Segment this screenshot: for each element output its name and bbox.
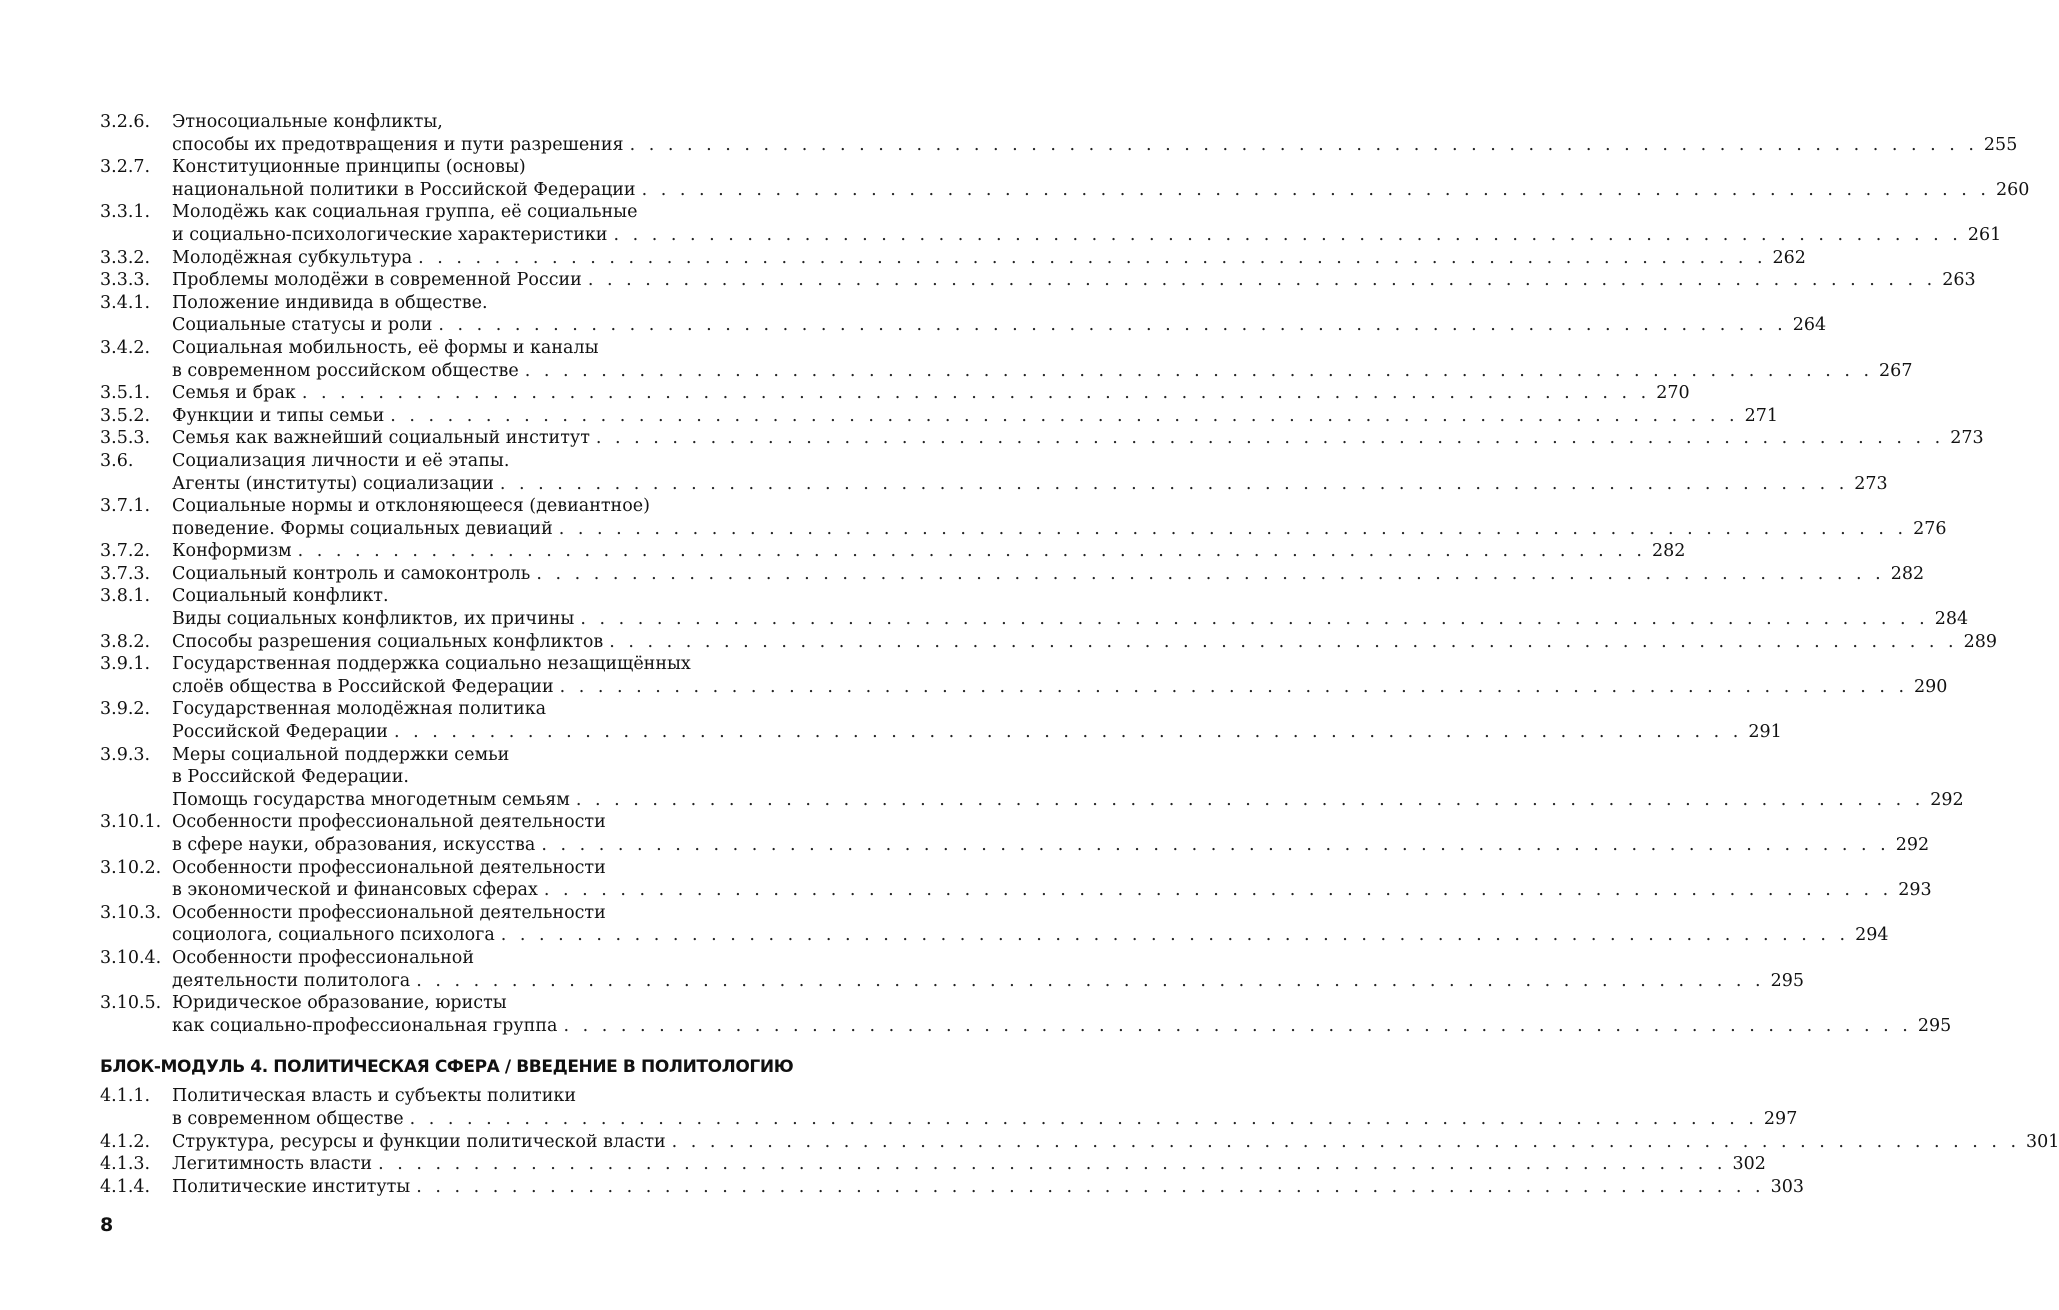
entry-body <box>172 902 1889 947</box>
entry-page-number: 291 <box>1748 722 1782 743</box>
entry-title-line: в современном российском обществе <box>172 360 519 381</box>
entry-number: 3.4.1. <box>100 292 151 313</box>
toc-entry <box>100 201 2002 246</box>
toc-entry <box>100 111 2018 156</box>
entry-number: 3.5.2. <box>100 405 151 426</box>
entry-title-line: Российской Федерации <box>172 722 388 743</box>
toc-entry <box>100 495 1947 540</box>
entry-number: 3.2.7. <box>100 157 151 178</box>
entry-title-line: в сфере науки, образования, искусства <box>172 835 536 855</box>
entry-number: 3.3.1. <box>100 202 151 223</box>
entry-title-line: Государственная молодёжная политика <box>172 699 547 720</box>
entry-number: 4.1.2. <box>100 1131 151 1152</box>
entry-title-line: Социальная мобильность, её формы и каналы <box>172 337 599 358</box>
entry-number: 3.10.5. <box>100 993 162 1014</box>
dot-leader: . . . . . . . . . . . . . . . . . . . . . . . . . . . . . . . . . . . . . . . . . . . . . . . . . . . . . . . . . . . . . . . . . . . . . . . <box>301 383 1651 404</box>
entry-body <box>172 201 2002 246</box>
toc-entry <box>100 156 2030 201</box>
entry-title-line: Социальные статусы и роли <box>172 315 433 336</box>
entry-last-line <box>172 789 1964 812</box>
toc-section-4-entries <box>100 1085 2059 1198</box>
entry-page-number: 271 <box>1744 405 1779 426</box>
entry-last-line <box>172 1153 1766 1176</box>
entry-title-line: Молодёжная субкультура <box>172 247 413 268</box>
entry-last-line <box>172 382 1690 405</box>
entry-last-line <box>172 924 1889 947</box>
entry-title-line: Социальные нормы и отклоняющееся (девиантное) <box>172 496 650 517</box>
dot-leader: . . . . . . . . . . . . . . . . . . . . . . . . . . . . . . . . . . . . . . . . . . . . . . . . . . . . . . . . . . . . . . . . . . . . . . . <box>563 1015 1912 1036</box>
entry-number: 3.4.2. <box>100 337 151 358</box>
entry-body <box>172 1176 1804 1199</box>
entry-title-line: Особенности профессиональной деятельности <box>172 902 606 923</box>
entry-title-line: в экономической и финансовых сферах <box>172 880 538 901</box>
entry-body <box>172 427 1984 450</box>
dot-leader: . . . . . . . . . . . . . . . . . . . . . . . . . . . . . . . . . . . . . . . . . . . . . . . . . . . . . . . . . . . . . . . . . . . . . . . <box>587 270 1937 291</box>
toc-entry <box>100 247 1806 270</box>
dot-leader: . . . . . . . . . . . . . . . . . . . . . . . . . . . . . . . . . . . . . . . . . . . . . . . . . . . . . . . . . . . . . . . . . . . . . . . <box>613 224 1962 245</box>
entry-body <box>172 1131 2059 1154</box>
toc-entry <box>100 811 1930 856</box>
toc-section-3-entries <box>100 111 2030 1037</box>
entry-page-number: 260 <box>1995 179 2030 200</box>
dot-leader: . . . . . . . . . . . . . . . . . . . . . . . . . . . . . . . . . . . . . . . . . . . . . . . . . . . . . . . . . . . . . . . . . . . . . . . <box>500 925 1850 946</box>
entry-title-line: Особенности профессиональной деятельности <box>172 812 606 833</box>
entry-title-line: национальной политики в Российской Федерации <box>172 179 636 200</box>
entry-body <box>172 292 1827 337</box>
entry-body <box>172 111 2018 156</box>
entry-title-line: Социальный контроль и самоконтроль <box>172 563 531 584</box>
entry-last-line <box>172 879 1932 902</box>
dot-leader: . . . . . . . . . . . . . . . . . . . . . . . . . . . . . . . . . . . . . . . . . . . . . . . . . . . . . . . . . . . . . . . . . . . . . . . <box>543 880 1893 901</box>
entry-title-line: Конституционные принципы (основы) <box>172 157 526 178</box>
dot-leader: . . . . . . . . . . . . . . . . . . . . . . . . . . . . . . . . . . . . . . . . . . . . . . . . . . . . . . . . . . . . . . . . . . . . . . . <box>541 835 1890 855</box>
entry-title-line: Молодёжь как социальная группа, её социальные <box>172 202 638 223</box>
entry-title-line: Агенты (институты) социализации <box>172 473 494 494</box>
entry-page-number: 289 <box>1963 631 1997 652</box>
toc-entry <box>100 1131 2059 1154</box>
entry-last-line <box>172 1131 2059 1154</box>
toc-entry <box>100 1153 1766 1176</box>
entry-number: 3.7.3. <box>100 563 151 584</box>
table-of-contents <box>100 111 2059 1198</box>
toc-entry <box>100 540 1686 563</box>
entry-page-number: 282 <box>1651 541 1686 562</box>
dot-leader: . . . . . . . . . . . . . . . . . . . . . . . . . . . . . . . . . . . . . . . . . . . . . . . . . . . . . . . . . . . . . . . . . . . . . . . <box>641 179 1990 200</box>
entry-body <box>172 653 1948 698</box>
entry-last-line <box>172 608 1969 631</box>
entry-title-line: способы их предотвращения и пути разрешения <box>172 134 624 155</box>
entry-last-line <box>172 676 1948 699</box>
entry-number: 4.1.3. <box>100 1154 151 1175</box>
entry-page-number: 267 <box>1879 360 1913 381</box>
entry-title-line: Легитимность власти <box>172 1154 373 1175</box>
entry-page-number: 261 <box>1967 224 2002 245</box>
toc-entry <box>100 1176 1804 1199</box>
toc-entry <box>100 992 1952 1037</box>
entry-number: 3.6. <box>100 450 134 471</box>
entry-number: 3.9.2. <box>100 699 151 720</box>
entry-number: 3.2.6. <box>100 112 151 132</box>
entry-title-line: Проблемы молодёжи в современной России <box>172 270 582 291</box>
dot-leader: . . . . . . . . . . . . . . . . . . . . . . . . . . . . . . . . . . . . . . . . . . . . . . . . . . . . . . . . . . . . . . . . . . . . . . . <box>671 1131 2021 1152</box>
entry-body <box>172 156 2030 201</box>
entry-last-line <box>172 1015 1952 1038</box>
entry-page-number: 292 <box>1930 789 1964 810</box>
entry-last-line <box>172 134 2018 157</box>
dot-leader: . . . . . . . . . . . . . . . . . . . . . . . . . . . . . . . . . . . . . . . . . . . . . . . . . . . . . . . . . . . . . . . . . . . . . . . <box>409 1108 1758 1129</box>
entry-body <box>172 405 1779 428</box>
entry-body <box>172 811 1930 856</box>
entry-last-line <box>172 721 1782 744</box>
entry-title-line: Юридическое образование, юристы <box>172 993 507 1014</box>
entry-number: 3.3.3. <box>100 270 151 291</box>
toc-entry <box>100 698 1782 743</box>
entry-last-line <box>172 834 1930 857</box>
entry-page-number: 302 <box>1732 1154 1766 1175</box>
toc-entry <box>100 902 1889 947</box>
dot-leader: . . . . . . . . . . . . . . . . . . . . . . . . . . . . . . . . . . . . . . . . . . . . . . . . . . . . . . . . . . . . . . . . . . . . . . . <box>559 676 1909 697</box>
entry-page-number: 295 <box>1770 970 1804 991</box>
page-number: 8 <box>100 1214 114 1236</box>
entry-title-line: Семья как важнейший социальный институт <box>172 428 590 449</box>
entry-title-line: слоёв общества в Российской Федерации <box>172 676 554 697</box>
entry-title-line: и социально-психологические характеристики <box>172 224 608 245</box>
entry-number: 3.8.1. <box>100 586 151 607</box>
entry-title-line: Помощь государства многодетным семьям <box>172 789 570 810</box>
entry-number: 3.10.1. <box>100 812 162 833</box>
entry-title-line: Политическая власть и субъекты политики <box>172 1086 576 1107</box>
entry-title-line: как социально-профессиональная группа <box>172 1015 558 1036</box>
entry-page-number: 295 <box>1917 1015 1952 1036</box>
entry-body <box>172 947 1804 992</box>
entry-number: 3.7.1. <box>100 496 151 517</box>
entry-title-line: Особенности профессиональной деятельности <box>172 857 606 878</box>
entry-page-number: 293 <box>1898 880 1932 901</box>
toc-entry <box>100 653 1948 698</box>
toc-entry <box>100 427 1984 450</box>
entry-title-line: Структура, ресурсы и функции политической власти <box>172 1131 666 1152</box>
toc-entry <box>100 585 1969 630</box>
dot-leader: . . . . . . . . . . . . . . . . . . . . . . . . . . . . . . . . . . . . . . . . . . . . . . . . . . . . . . . . . . . . . . . . . . . . . . . <box>524 360 1874 381</box>
dot-leader: . . . . . . . . . . . . . . . . . . . . . . . . . . . . . . . . . . . . . . . . . . . . . . . . . . . . . . . . . . . . . . . . . . . . . . . <box>416 1176 1765 1197</box>
entry-body <box>172 337 1913 382</box>
entry-last-line <box>172 314 1827 337</box>
dot-leader: . . . . . . . . . . . . . . . . . . . . . . . . . . . . . . . . . . . . . . . . . . . . . . . . . . . . . . . . . . . . . . . . . . . . . . . <box>297 541 1646 562</box>
entry-title-line: деятельности политолога <box>172 970 411 991</box>
entry-page-number: 276 <box>1913 518 1947 539</box>
entry-last-line <box>172 427 1984 450</box>
dot-leader: . . . . . . . . . . . . . . . . . . . . . . . . . . . . . . . . . . . . . . . . . . . . . . . . . . . . . . . . . . . . . . . . . . . . . . . <box>378 1154 1727 1175</box>
entry-number: 3.10.2. <box>100 857 162 878</box>
entry-last-line <box>172 518 1947 541</box>
entry-title-line: Функции и типы семьи <box>172 405 385 426</box>
entry-title-line: Социализация личности и её этапы. <box>172 450 510 471</box>
entry-body <box>172 857 1932 902</box>
entry-title-line: Политические институты <box>172 1176 411 1197</box>
dot-leader: . . . . . . . . . . . . . . . . . . . . . . . . . . . . . . . . . . . . . . . . . . . . . . . . . . . . . . . . . . . . . . . . . . . . . . . <box>418 247 1767 268</box>
entry-body <box>172 247 1806 270</box>
toc-entry <box>100 382 1690 405</box>
dot-leader: . . . . . . . . . . . . . . . . . . . . . . . . . . . . . . . . . . . . . . . . . . . . . . . . . . . . . . . . . . . . . . . . . . . . . . . <box>629 134 1978 155</box>
entry-page-number: 264 <box>1792 315 1827 336</box>
dot-leader: . . . . . . . . . . . . . . . . . . . . . . . . . . . . . . . . . . . . . . . . . . . . . . . . . . . . . . . . . . . . . . . . . . . . . . . <box>595 428 1945 449</box>
entry-number: 3.10.4. <box>100 947 162 968</box>
entry-title-line: Виды социальных конфликтов, их причины <box>172 609 575 630</box>
entry-last-line <box>172 269 1976 292</box>
entry-last-line <box>172 1176 1804 1199</box>
toc-entry <box>100 744 1964 812</box>
entry-number: 3.7.2. <box>100 541 151 562</box>
entry-body <box>172 631 1997 654</box>
entry-last-line <box>172 179 2030 202</box>
entry-number: 3.9.1. <box>100 654 151 675</box>
entry-title-line: Государственная поддержка социально незащищённых <box>172 654 691 675</box>
dot-leader: . . . . . . . . . . . . . . . . . . . . . . . . . . . . . . . . . . . . . . . . . . . . . . . . . . . . . . . . . . . . . . . . . . . . . . . <box>390 405 1739 426</box>
entry-page-number: 292 <box>1895 835 1930 855</box>
toc-entry <box>100 337 1913 382</box>
entry-title-line: Положение индивида в обществе. <box>172 292 488 313</box>
dot-leader: . . . . . . . . . . . . . . . . . . . . . . . . . . . . . . . . . . . . . . . . . . . . . . . . . . . . . . . . . . . . . . . . . . . . . . . <box>438 315 1787 336</box>
toc-entry <box>100 269 1976 292</box>
toc-entry <box>100 450 1888 495</box>
entry-title-line: Способы разрешения социальных конфликтов <box>172 631 604 652</box>
entry-last-line <box>172 970 1804 993</box>
entry-page-number: 303 <box>1770 1176 1804 1197</box>
toc-entry <box>100 631 1997 654</box>
entry-last-line <box>172 224 2002 247</box>
entry-number: 3.10.3. <box>100 902 162 923</box>
entry-number: 4.1.1. <box>100 1086 151 1107</box>
toc-entry <box>100 857 1932 902</box>
toc-entry <box>100 292 1827 337</box>
toc-entry <box>100 405 1779 428</box>
entry-title-line: в современном обществе <box>172 1108 404 1129</box>
dot-leader: . . . . . . . . . . . . . . . . . . . . . . . . . . . . . . . . . . . . . . . . . . . . . . . . . . . . . . . . . . . . . . . . . . . . . . . <box>499 473 1849 494</box>
entry-last-line <box>172 1108 1798 1131</box>
dot-leader: . . . . . . . . . . . . . . . . . . . . . . . . . . . . . . . . . . . . . . . . . . . . . . . . . . . . . . . . . . . . . . . . . . . . . . . <box>609 631 1958 652</box>
entry-title-line: социолога, социального психолога <box>172 925 495 946</box>
entry-body <box>172 563 1925 586</box>
entry-page-number: 301 <box>2026 1131 2059 1152</box>
toc-entry <box>100 947 1804 992</box>
dot-leader: . . . . . . . . . . . . . . . . . . . . . . . . . . . . . . . . . . . . . . . . . . . . . . . . . . . . . . . . . . . . . . . . . . . . . . . <box>393 722 1743 743</box>
entry-page-number: 284 <box>1934 609 1969 630</box>
entry-number: 3.3.2. <box>100 247 151 268</box>
entry-title-line: Социальный конфликт. <box>172 586 389 607</box>
entry-body <box>172 269 1976 292</box>
entry-page-number: 273 <box>1854 473 1888 494</box>
dot-leader: . . . . . . . . . . . . . . . . . . . . . . . . . . . . . . . . . . . . . . . . . . . . . . . . . . . . . . . . . . . . . . . . . . . . . . . <box>575 789 1925 810</box>
entry-body <box>172 744 1964 812</box>
entry-body <box>172 495 1947 540</box>
dot-leader: . . . . . . . . . . . . . . . . . . . . . . . . . . . . . . . . . . . . . . . . . . . . . . . . . . . . . . . . . . . . . . . . . . . . . . . <box>580 609 1929 630</box>
dot-leader: . . . . . . . . . . . . . . . . . . . . . . . . . . . . . . . . . . . . . . . . . . . . . . . . . . . . . . . . . . . . . . . . . . . . . . . <box>536 563 1885 584</box>
entry-body <box>172 1085 1798 1130</box>
entry-title-line: в Российской Федерации. <box>172 767 409 788</box>
entry-last-line <box>172 563 1925 586</box>
entry-title-line: поведение. Формы социальных девиаций <box>172 518 553 539</box>
entry-number: 3.9.3. <box>100 744 151 765</box>
entry-page-number: 262 <box>1772 247 1806 268</box>
entry-page-number: 273 <box>1950 428 1984 449</box>
entry-body <box>172 382 1690 405</box>
entry-last-line <box>172 405 1779 428</box>
entry-page-number: 270 <box>1656 383 1690 404</box>
entry-last-line <box>172 631 1997 654</box>
entry-last-line <box>172 247 1806 270</box>
entry-number: 3.5.1. <box>100 383 151 404</box>
toc-entry <box>100 1085 1798 1130</box>
entry-number: 3.5.3. <box>100 428 151 449</box>
entry-title-line: Конформизм <box>172 541 292 562</box>
entry-title-line: Меры социальной поддержки семьи <box>172 744 510 765</box>
entry-body <box>172 585 1969 630</box>
section-heading: БЛОК-МОДУЛЬ 4. ПОЛИТИЧЕСКАЯ СФЕРА / ВВЕДЕНИЕ В ПОЛИТОЛОГИЮ <box>100 1057 794 1078</box>
entry-last-line <box>172 473 1888 496</box>
entry-page-number: 297 <box>1763 1108 1798 1129</box>
entry-body <box>172 450 1888 495</box>
entry-last-line <box>172 360 1913 383</box>
entry-page-number: 294 <box>1855 925 1889 946</box>
entry-title-line: Этносоциальные конфликты, <box>172 112 443 132</box>
entry-last-line <box>172 540 1686 563</box>
entry-page-number: 282 <box>1890 563 1925 584</box>
entry-body <box>172 1153 1766 1176</box>
entry-page-number: 263 <box>1942 270 1976 291</box>
dot-leader: . . . . . . . . . . . . . . . . . . . . . . . . . . . . . . . . . . . . . . . . . . . . . . . . . . . . . . . . . . . . . . . . . . . . . . . <box>416 970 1765 991</box>
entry-title-line: Семья и брак <box>172 383 296 404</box>
entry-number: 3.8.2. <box>100 631 151 652</box>
entry-number: 4.1.4. <box>100 1176 151 1197</box>
entry-body <box>172 992 1952 1037</box>
entry-body <box>172 698 1782 743</box>
dot-leader: . . . . . . . . . . . . . . . . . . . . . . . . . . . . . . . . . . . . . . . . . . . . . . . . . . . . . . . . . . . . . . . . . . . . . . . <box>558 518 1908 539</box>
toc-entry <box>100 563 1925 586</box>
entry-body <box>172 540 1686 563</box>
entry-page-number: 255 <box>1983 134 2018 155</box>
entry-page-number: 290 <box>1914 676 1948 697</box>
entry-title-line: Особенности профессиональной <box>172 947 475 968</box>
